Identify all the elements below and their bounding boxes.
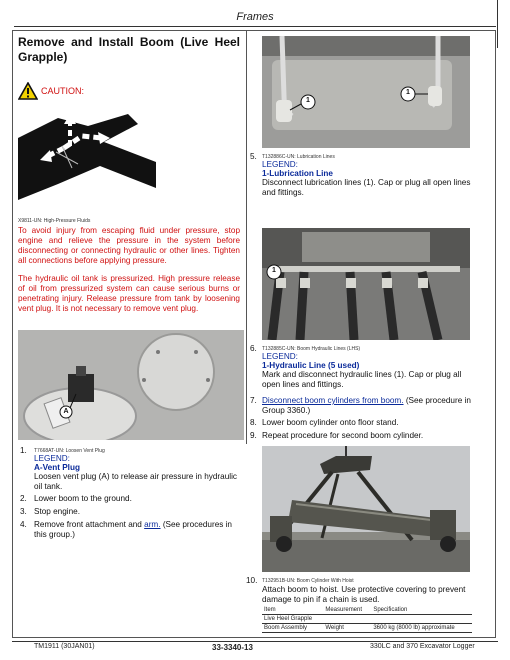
footer-left: TM1911 (30JAN01)	[34, 643, 95, 650]
table-cell	[323, 615, 371, 624]
step-text-part: Remove front attachment and	[34, 520, 142, 529]
table-row	[262, 615, 472, 624]
footer-right: 330LC and 370 Excavator Logger	[370, 643, 475, 650]
page-number: 33-3340-13	[212, 643, 253, 652]
caution-block	[18, 82, 84, 100]
disconnect-boom-cylinders-link[interactable]: Disconnect boom cylinders from boom.	[262, 396, 404, 405]
step-number: 9.	[250, 431, 257, 440]
boom-cylinder-hoist-photo	[262, 446, 470, 572]
step-image-caption: T7668AT-UN: Loosen Vent Plug	[34, 448, 105, 454]
topic-title: Remove and Install Boom (Live Heel Grapple)	[18, 35, 240, 64]
legend-item: 1-Hydraulic Line (5 used)	[262, 361, 360, 370]
table-cell	[371, 615, 472, 624]
header-rule	[14, 26, 496, 27]
warning-paragraph: The hydraulic oil tank is pressurized. High pressure release of oil from pressurized system can cause serious burns or penetrating injury. Release pressure from tank by loosening vent plug. It is not necessary to remove vent plug.	[18, 274, 240, 313]
callout-1-label: 1	[406, 89, 410, 96]
legend-title: LEGEND:	[262, 352, 298, 361]
step-number: 3.	[20, 507, 27, 516]
table-cell: 3600 kg (8000 lb) approximate	[371, 624, 472, 633]
arm-procedure-link[interactable]: arm.	[144, 520, 161, 529]
step-text: Attach boom to hoist. Use protective covering to prevent damage to pin if a chain is used.	[262, 585, 466, 604]
step-text: Lower boom cylinder onto floor stand.	[262, 418, 399, 427]
margin-rule	[497, 0, 498, 48]
table-header: Measurement	[323, 606, 371, 615]
legend-item: A-Vent Plug	[34, 463, 80, 472]
callout-1-label: 1	[272, 267, 276, 274]
step-number: 5.	[250, 152, 257, 161]
legend-title: LEGEND:	[262, 160, 298, 169]
step-text: Disconnect lubrication lines (1). Cap or plug all open lines and fittings.	[262, 178, 471, 197]
warning-triangle-icon	[18, 82, 38, 100]
step-text: Mark and disconnect hydraulic lines (1). Cap or plug all open lines and fittings.	[262, 370, 462, 389]
table-cell: Boom Assembly	[262, 624, 323, 633]
footer-rule	[12, 641, 498, 642]
step-image-caption: T132886C-UN: Lubrication Lines	[262, 154, 335, 160]
specification-table	[262, 606, 472, 633]
step-number: 4.	[20, 520, 27, 529]
step-text	[262, 396, 472, 416]
table-cell: Live Heel Grapple	[262, 615, 323, 624]
step-image-caption: T132951B-UN: Boom Cylinder With Hoist	[262, 578, 354, 584]
step-image-caption: T132885C-UN: Boom Hydraulic Lines (LHS)	[262, 346, 361, 352]
table-row	[262, 624, 472, 633]
table-header: Specification	[371, 606, 472, 615]
caution-image-caption: X9811-UN: High-Pressure Fluids	[18, 218, 91, 224]
legend-title: LEGEND:	[34, 454, 70, 463]
step-number: 1.	[20, 446, 27, 455]
step-text: Loosen vent plug (A) to release air pressure in hydraulic oil tank.	[34, 472, 237, 491]
caution-label: CAUTION:	[41, 86, 85, 96]
step-number: 10.	[246, 576, 258, 585]
step-number: 8.	[250, 418, 257, 427]
column-divider	[246, 30, 247, 444]
step-number: 7.	[250, 396, 257, 405]
page-header-title: Frames	[236, 11, 274, 23]
legend-item: 1-Lubrication Line	[262, 169, 333, 178]
step-text: Lower boom to the ground.	[34, 494, 132, 503]
step-number: 2.	[20, 494, 27, 503]
high-pressure-fluid-illustration	[18, 108, 156, 216]
boom-hydraulic-lines-photo	[262, 228, 470, 340]
callout-a-label: A	[63, 408, 69, 415]
step-text: Repeat procedure for second boom cylinder.	[262, 431, 424, 440]
step-text	[34, 520, 244, 540]
vent-plug-photo	[18, 330, 244, 440]
step-text: Stop engine.	[34, 507, 80, 516]
table-header: Item	[262, 606, 323, 615]
lubrication-lines-photo	[262, 36, 470, 148]
step-number: 6.	[250, 344, 257, 353]
table-header-row	[262, 606, 472, 615]
callout-1-label: 1	[306, 97, 310, 104]
warning-paragraph: To avoid injury from escaping fluid under pressure, stop engine and relieve the pressure in the system before disconnecting or connecting hydraulic or other lines. Tighten all connections before applying pressure.	[18, 226, 240, 265]
step-text-part: (See procedures in this group.)	[34, 520, 232, 539]
step-text-part: (See procedure in Group 3360.)	[262, 396, 471, 415]
table-cell: Weight	[323, 624, 371, 633]
